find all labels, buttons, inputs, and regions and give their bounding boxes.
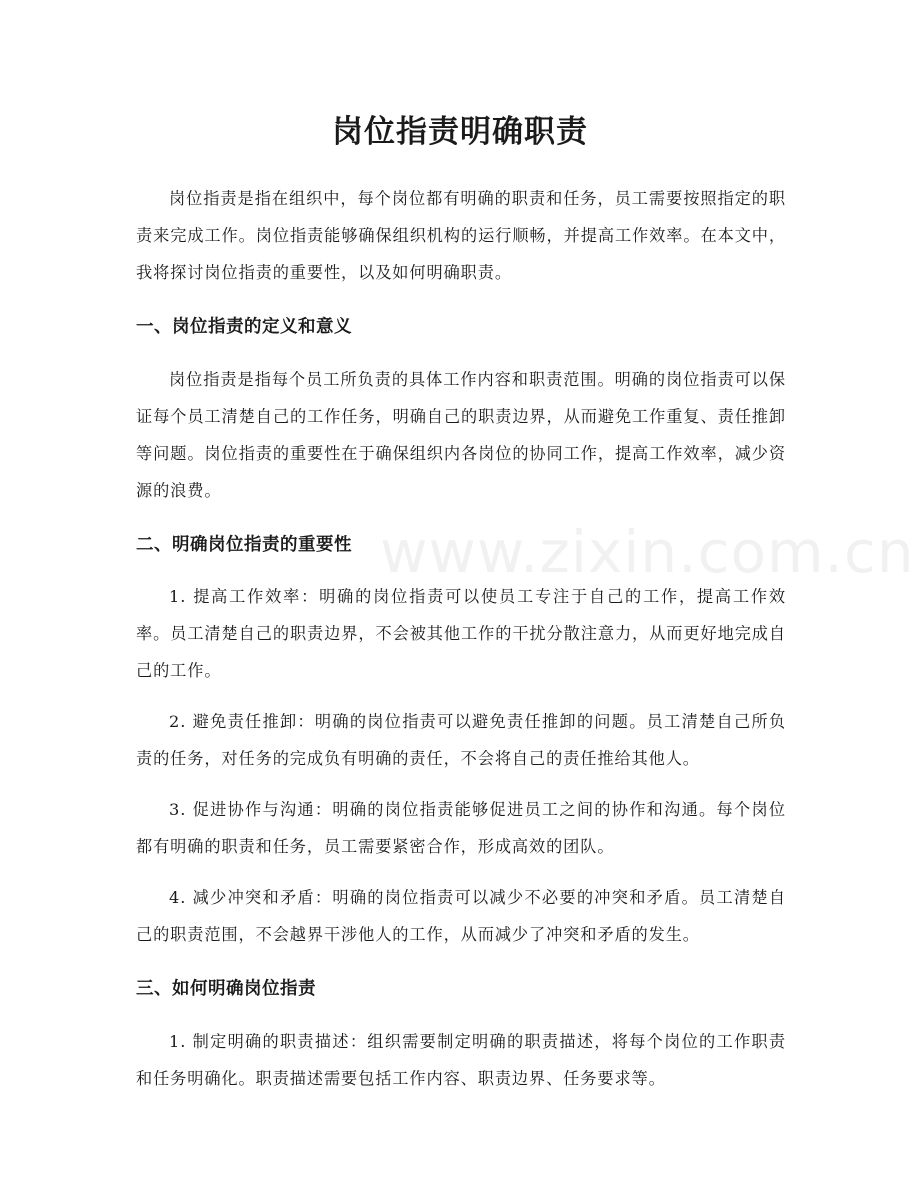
section-3-heading: 三、如何明确岗位指责 xyxy=(136,979,316,999)
page-title: 岗位指责明确职责 xyxy=(332,114,588,150)
section-2-item-3: 3. 促进协作与沟通：明确的岗位指责能够促进员工之间的协作和沟通。每个岗位都有明确的职责和任务，员工需要紧密合作，形成高效的团队。 xyxy=(136,800,786,856)
watermark: www.zixin.com.cn xyxy=(380,518,915,586)
intro-paragraph: 岗位指责是指在组织中，每个岗位都有明确的职责和任务，员工需要按照指定的职责来完成工作。岗位指责能够确保组织机构的运行顺畅，并提高工作效率。在本文中，我将探讨岗位指责的重要性，以及如何明确职责。 xyxy=(136,189,786,282)
document-body xyxy=(136,180,786,1097)
section-2-heading: 二、明确岗位指责的重要性 xyxy=(136,535,352,555)
section-2-item-1: 1. 提高工作效率：明确的岗位指责可以使员工专注于自己的工作，提高工作效率。员工清楚自己的职责边界，不会被其他工作的干扰分散注意力，从而更好地完成自己的工作。 xyxy=(136,587,786,680)
section-1-paragraph: 岗位指责是指每个员工所负责的具体工作内容和职责范围。明确的岗位指责可以保证每个员工清楚自己的工作任务，明确自己的职责边界，从而避免工作重复、责任推卸等问题。岗位指责的重要性在于确保组织内各岗位的协同工作，提高工作效率，减少资源的浪费。 xyxy=(136,370,786,500)
section-3-item-1: 1. 制定明确的职责描述：组织需要制定明确的职责描述，将每个岗位的工作职责和任务明确化。职责描述需要包括工作内容、职责边界、任务要求等。 xyxy=(136,1032,786,1088)
section-1-heading: 一、岗位指责的定义和意义 xyxy=(136,317,352,337)
section-2-item-2: 2. 避免责任推卸：明确的岗位指责可以避免责任推卸的问题。员工清楚自己所负责的任务，对任务的完成负有明确的责任，不会将自己的责任推给其他人。 xyxy=(136,712,786,768)
section-2-item-4: 4. 减少冲突和矛盾：明确的岗位指责可以减少不必要的冲突和矛盾。员工清楚自己的职责范围，不会越界干涉他人的工作，从而减少了冲突和矛盾的发生。 xyxy=(136,888,786,944)
